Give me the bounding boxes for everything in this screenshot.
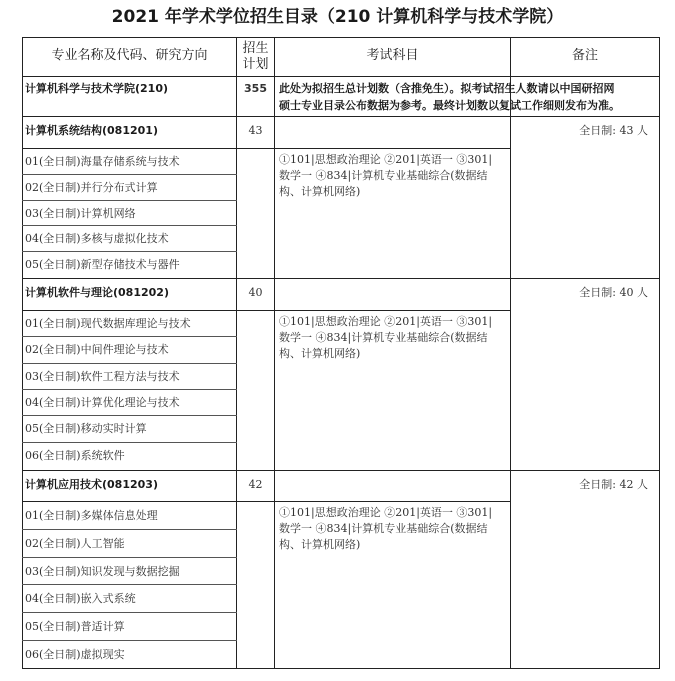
table-left-border bbox=[22, 37, 23, 669]
header-exam-subjects: 考试科目 bbox=[366, 48, 419, 63]
major-2-exam-subjects bbox=[279, 314, 507, 362]
major-3-direction-3: 03(全日制)知识发现与数据挖掘 bbox=[25, 565, 180, 578]
major-2-quota: 40 bbox=[248, 286, 263, 299]
major-2-direction-2: 02(全日制)中间件理论与技术 bbox=[25, 343, 169, 356]
major-1-name: 计算机系统结构(081201) bbox=[25, 124, 158, 137]
major-2-direction-5: 05(全日制)移动实时计算 bbox=[25, 422, 147, 435]
college-note-line2: 硕士专业目录公布数据为参考。最终计划数以复试工作细则发布为准。 bbox=[279, 99, 620, 112]
major-3-exam-line-1: ①101|思想政治理论 ②201|英语一 ③301| bbox=[279, 506, 493, 519]
major-3-top-border bbox=[22, 470, 660, 471]
table-bottom-border bbox=[22, 668, 660, 669]
college-name: 计算机科学与技术学院(210) bbox=[25, 82, 169, 95]
major-3-exam-line-2: 数学一 ④834|计算机专业基础综合(数据结 bbox=[279, 522, 488, 535]
page-title: 2021 年学术学位招生目录（210 计算机科学与技术学院） bbox=[111, 7, 564, 27]
major-3-direction-6: 06(全日制)虚拟现实 bbox=[25, 648, 125, 661]
major-2-direction-3: 03(全日制)软件工程方法与技术 bbox=[25, 370, 180, 383]
college-row-bottom-border bbox=[22, 116, 660, 117]
major-3-exam-line-3: 构、计算机网络) bbox=[279, 538, 361, 551]
major-3-exam-subjects bbox=[279, 505, 507, 553]
major-3-direction-4: 04(全日制)嵌入式系统 bbox=[25, 592, 136, 605]
header-quota-line1: 招生 bbox=[242, 41, 269, 56]
major-1-direction-1: 01(全日制)海量存储系统与技术 bbox=[25, 155, 180, 168]
major-3-quota: 42 bbox=[248, 478, 263, 491]
major-3-direction-5: 05(全日制)普适计算 bbox=[25, 620, 125, 633]
major-1-exam-subjects bbox=[279, 152, 507, 200]
major-2-exam-line-3: 构、计算机网络) bbox=[279, 347, 361, 360]
major-2-remark: 全日制: 40 人 bbox=[579, 286, 648, 299]
major-3-direction-1: 01(全日制)多媒体信息处理 bbox=[25, 509, 158, 522]
major-2-name: 计算机软件与理论(081202) bbox=[25, 286, 169, 299]
major-1-quota: 43 bbox=[248, 124, 263, 137]
major-2-direction-6: 06(全日制)系统软件 bbox=[25, 449, 125, 462]
header-major-direction: 专业名称及代码、研究方向 bbox=[51, 48, 208, 63]
header-bottom-border bbox=[22, 76, 660, 77]
major-2-direction-1: 01(全日制)现代数据库理论与技术 bbox=[25, 317, 191, 330]
major-2-exam-line-1: ①101|思想政治理论 ②201|英语一 ③301| bbox=[279, 315, 493, 328]
column-divider-2 bbox=[274, 37, 275, 669]
major-3-remark: 全日制: 42 人 bbox=[579, 478, 648, 491]
major-1-remark: 全日制: 43 人 bbox=[579, 124, 648, 137]
header-quota-line2: 计划 bbox=[242, 57, 269, 72]
major-2-exam-line-2: 数学一 ④834|计算机专业基础综合(数据结 bbox=[279, 331, 488, 344]
major-1-direction-3: 03(全日制)计算机网络 bbox=[25, 207, 136, 220]
table-right-border bbox=[659, 37, 660, 669]
major-1-exam-line-3: 构、计算机网络) bbox=[279, 185, 361, 198]
major-2-direction-4: 04(全日制)计算优化理论与技术 bbox=[25, 396, 180, 409]
major-1-exam-line-1: ①101|思想政治理论 ②201|英语一 ③301| bbox=[279, 153, 493, 166]
header-remarks: 备注 bbox=[571, 48, 598, 63]
college-quota: 355 bbox=[244, 82, 267, 95]
major-3-direction-2: 02(全日制)人工智能 bbox=[25, 537, 125, 550]
major-1-direction-2: 02(全日制)并行分布式计算 bbox=[25, 181, 158, 194]
college-note-line1: 此处为拟招生总计划数（含推免生）。拟考试招生人数请以中国研招网 bbox=[279, 82, 615, 95]
major-1-exam-line-2: 数学一 ④834|计算机专业基础综合(数据结 bbox=[279, 169, 488, 182]
major-1-direction-5: 05(全日制)新型存储技术与器件 bbox=[25, 258, 180, 271]
major-3-name: 计算机应用技术(081203) bbox=[25, 478, 158, 491]
major-2-top-border bbox=[22, 278, 660, 279]
table-top-border bbox=[22, 37, 660, 38]
major-1-direction-4: 04(全日制)多核与虚拟化技术 bbox=[25, 232, 169, 245]
